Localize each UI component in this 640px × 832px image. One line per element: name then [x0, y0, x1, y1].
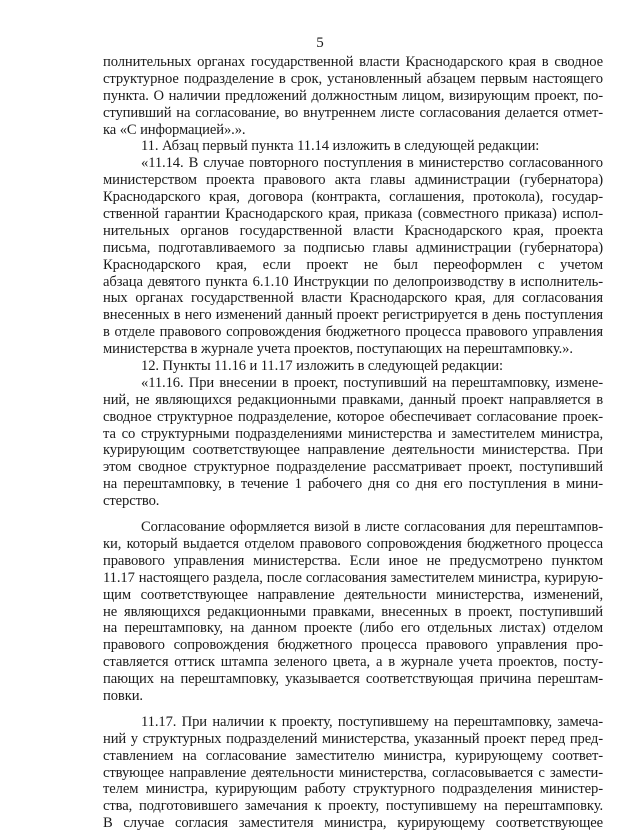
text-line: [103, 409, 603, 426]
text-line-content: на перештамповку, в течение 1 рабочего дня со дня его поступления в мини-: [103, 476, 603, 493]
text-line-content: ставляется оттиск штампа зеленого цвета, а в журнале учета проектов, посту-: [103, 654, 603, 671]
text-line-content: ний, не являющихся редакционными правками, данный проект направляется в: [103, 391, 603, 408]
text-line-content: Краснодарского края, договора (контракта, соглашения, протокола), государ-: [103, 189, 603, 206]
text-line-content: ства, подготовившего замечания к проекту, поступившему на перештамповку.: [103, 798, 603, 815]
text-line-content: пающих на перештамповку, указывается соответствующая причина перештам-: [103, 671, 603, 688]
text-line: [103, 570, 603, 587]
text-line: [103, 553, 603, 570]
text-line-content: этом сводное структурное подразделение рассматривает проект, поступивший: [103, 459, 603, 476]
text-line: [103, 688, 603, 705]
text-line: [103, 358, 603, 375]
text-line: [103, 765, 603, 782]
text-line: [103, 324, 603, 341]
text-line: [103, 731, 603, 748]
text-line-content: Согласование оформляется визой в листе согласования для перештампов-: [141, 519, 603, 536]
text-line-content: «11.16. При внесении в проект, поступивший на перештамповку, измене-: [141, 374, 603, 391]
text-line: [103, 671, 603, 688]
text-line: [103, 426, 603, 443]
text-line-content: ственной гарантии Краснодарского края, приказа (совместного приказа) испол-: [103, 206, 603, 223]
text-line: [103, 493, 603, 510]
text-line-content: 11.17. При наличии к проекту, поступившему на перештамповку, замеча-: [141, 713, 603, 730]
page-number: 5: [316, 35, 324, 51]
text-line: [103, 604, 603, 621]
text-line-content: внесенных в него изменений данный проект регистрируется в день поступления: [103, 307, 603, 324]
text-line: [103, 714, 603, 731]
text-line: [103, 257, 603, 274]
text-line-content: курирующим соответствующее направление деятельности министерства. При: [103, 442, 603, 459]
text-line: [103, 54, 603, 71]
text-line: [103, 654, 603, 671]
text-line: [103, 155, 603, 172]
text-line-content: министерством проекта правового акта главы администрации (губернатора): [103, 172, 603, 189]
text-line-content: стерство.: [103, 493, 160, 510]
text-line: [103, 189, 603, 206]
text-line: [103, 307, 603, 324]
text-line-content: нительных органов государственной власти Краснодарского края, проекта: [103, 222, 603, 239]
text-line-content: абзаца девятого пункта 6.1.10 Инструкции по делопроизводству в исполнитель-: [103, 273, 603, 290]
text-line-content: сводное структурное подразделение, которое обеспечивает согласование проек-: [103, 408, 603, 425]
text-line: [103, 375, 603, 392]
text-line: [103, 620, 603, 637]
text-line: [103, 223, 603, 240]
text-line: [103, 587, 603, 604]
text-line-content: Краснодарского края, если проект не был переоформлен с учетом: [103, 256, 603, 273]
text-line-content: не являющихся редакционными правками, внесенных в проект, поступивший: [103, 603, 603, 620]
text-line: [103, 71, 603, 88]
text-line: [103, 290, 603, 307]
text-line: [103, 341, 603, 358]
text-line-content: 11. Абзац первый пункта 11.14 изложить в следующей редакции:: [141, 138, 540, 155]
text-line-content: структурное подразделение в срок, установленный абзацем первым настоящего: [103, 70, 603, 87]
text-line-content: щим соответствующее направление деятельности министерства, изменений,: [103, 586, 603, 603]
text-line-content: телем министра, курирующим работу структурного подразделения министер-: [103, 781, 603, 798]
text-line: [103, 274, 603, 291]
text-line: [103, 798, 603, 815]
document-body: [103, 54, 603, 832]
text-line: [103, 748, 603, 765]
text-line-content: в отделе правового сопровождения бюджетного процесса правового управления: [103, 324, 603, 341]
text-line: [103, 240, 603, 257]
text-line-content: правового управления министерства. Если иное не предусмотрено пунктом: [103, 552, 603, 569]
text-line-content: на перештамповку, на данном проекте (либо его отдельных листах) отделом: [103, 620, 603, 637]
text-line-content: 12. Пункты 11.16 и 11.17 изложить в следующей редакции:: [141, 358, 503, 375]
text-line: [103, 88, 603, 105]
text-line-content: министерства в журнале учета проектов, поступающих на перештамповку.».: [103, 341, 573, 358]
text-line-content: ных органах государственной власти Краснодарского края, для согласования: [103, 290, 603, 307]
text-line: [103, 459, 603, 476]
text-line-content: ступивший на согласование, во внутреннем листе согласования делается отмет-: [103, 104, 603, 121]
text-line: [103, 105, 603, 122]
text-line-content: ний у структурных подразделений министерства, указанный проект перед пред-: [103, 730, 603, 747]
text-line: [103, 392, 603, 409]
text-line: [103, 172, 603, 189]
text-line-content: ка «С информацией».».: [103, 121, 246, 138]
text-line-content: полнительных органах государственной власти Краснодарского края в сводное: [103, 54, 603, 70]
text-line-content: В случае согласия заместителя министра, курирующему соответствующее: [103, 815, 603, 832]
text-line: [103, 442, 603, 459]
text-line: [103, 206, 603, 223]
text-line: [103, 519, 603, 536]
text-line-content: ставлением на согласование заместителю министра, курирующему соответ-: [103, 747, 603, 764]
text-line-content: повки.: [103, 687, 143, 704]
text-line-content: письма, подготавливаемого за подписью главы администрации (губернатора): [103, 239, 603, 256]
text-line-content: ствующее направление деятельности министерства, согласовывается с замести-: [103, 764, 603, 781]
text-line: [103, 122, 603, 139]
text-line: [103, 138, 603, 155]
text-line-content: «11.14. В случае повторного поступления в министерство согласованного: [141, 155, 603, 172]
text-line-content: та со структурными подразделениями министерства и заместителем министра,: [103, 425, 603, 442]
text-line: [103, 536, 603, 553]
text-line: [103, 781, 603, 798]
text-line-content: пункта. О наличии предложений должностным лицом, визирующим проект, по-: [103, 87, 603, 104]
text-line-content: ки, который выдается отделом правового сопровождения бюджетного процесса: [103, 535, 603, 552]
text-line: [103, 637, 603, 654]
text-line-content: 11.17 настоящего раздела, после согласования заместителем министра, курирую-: [103, 569, 603, 586]
text-line: [103, 476, 603, 493]
text-line: [103, 815, 603, 832]
text-line-content: правового сопровождения бюджетного процесса правового управления про-: [103, 637, 603, 654]
